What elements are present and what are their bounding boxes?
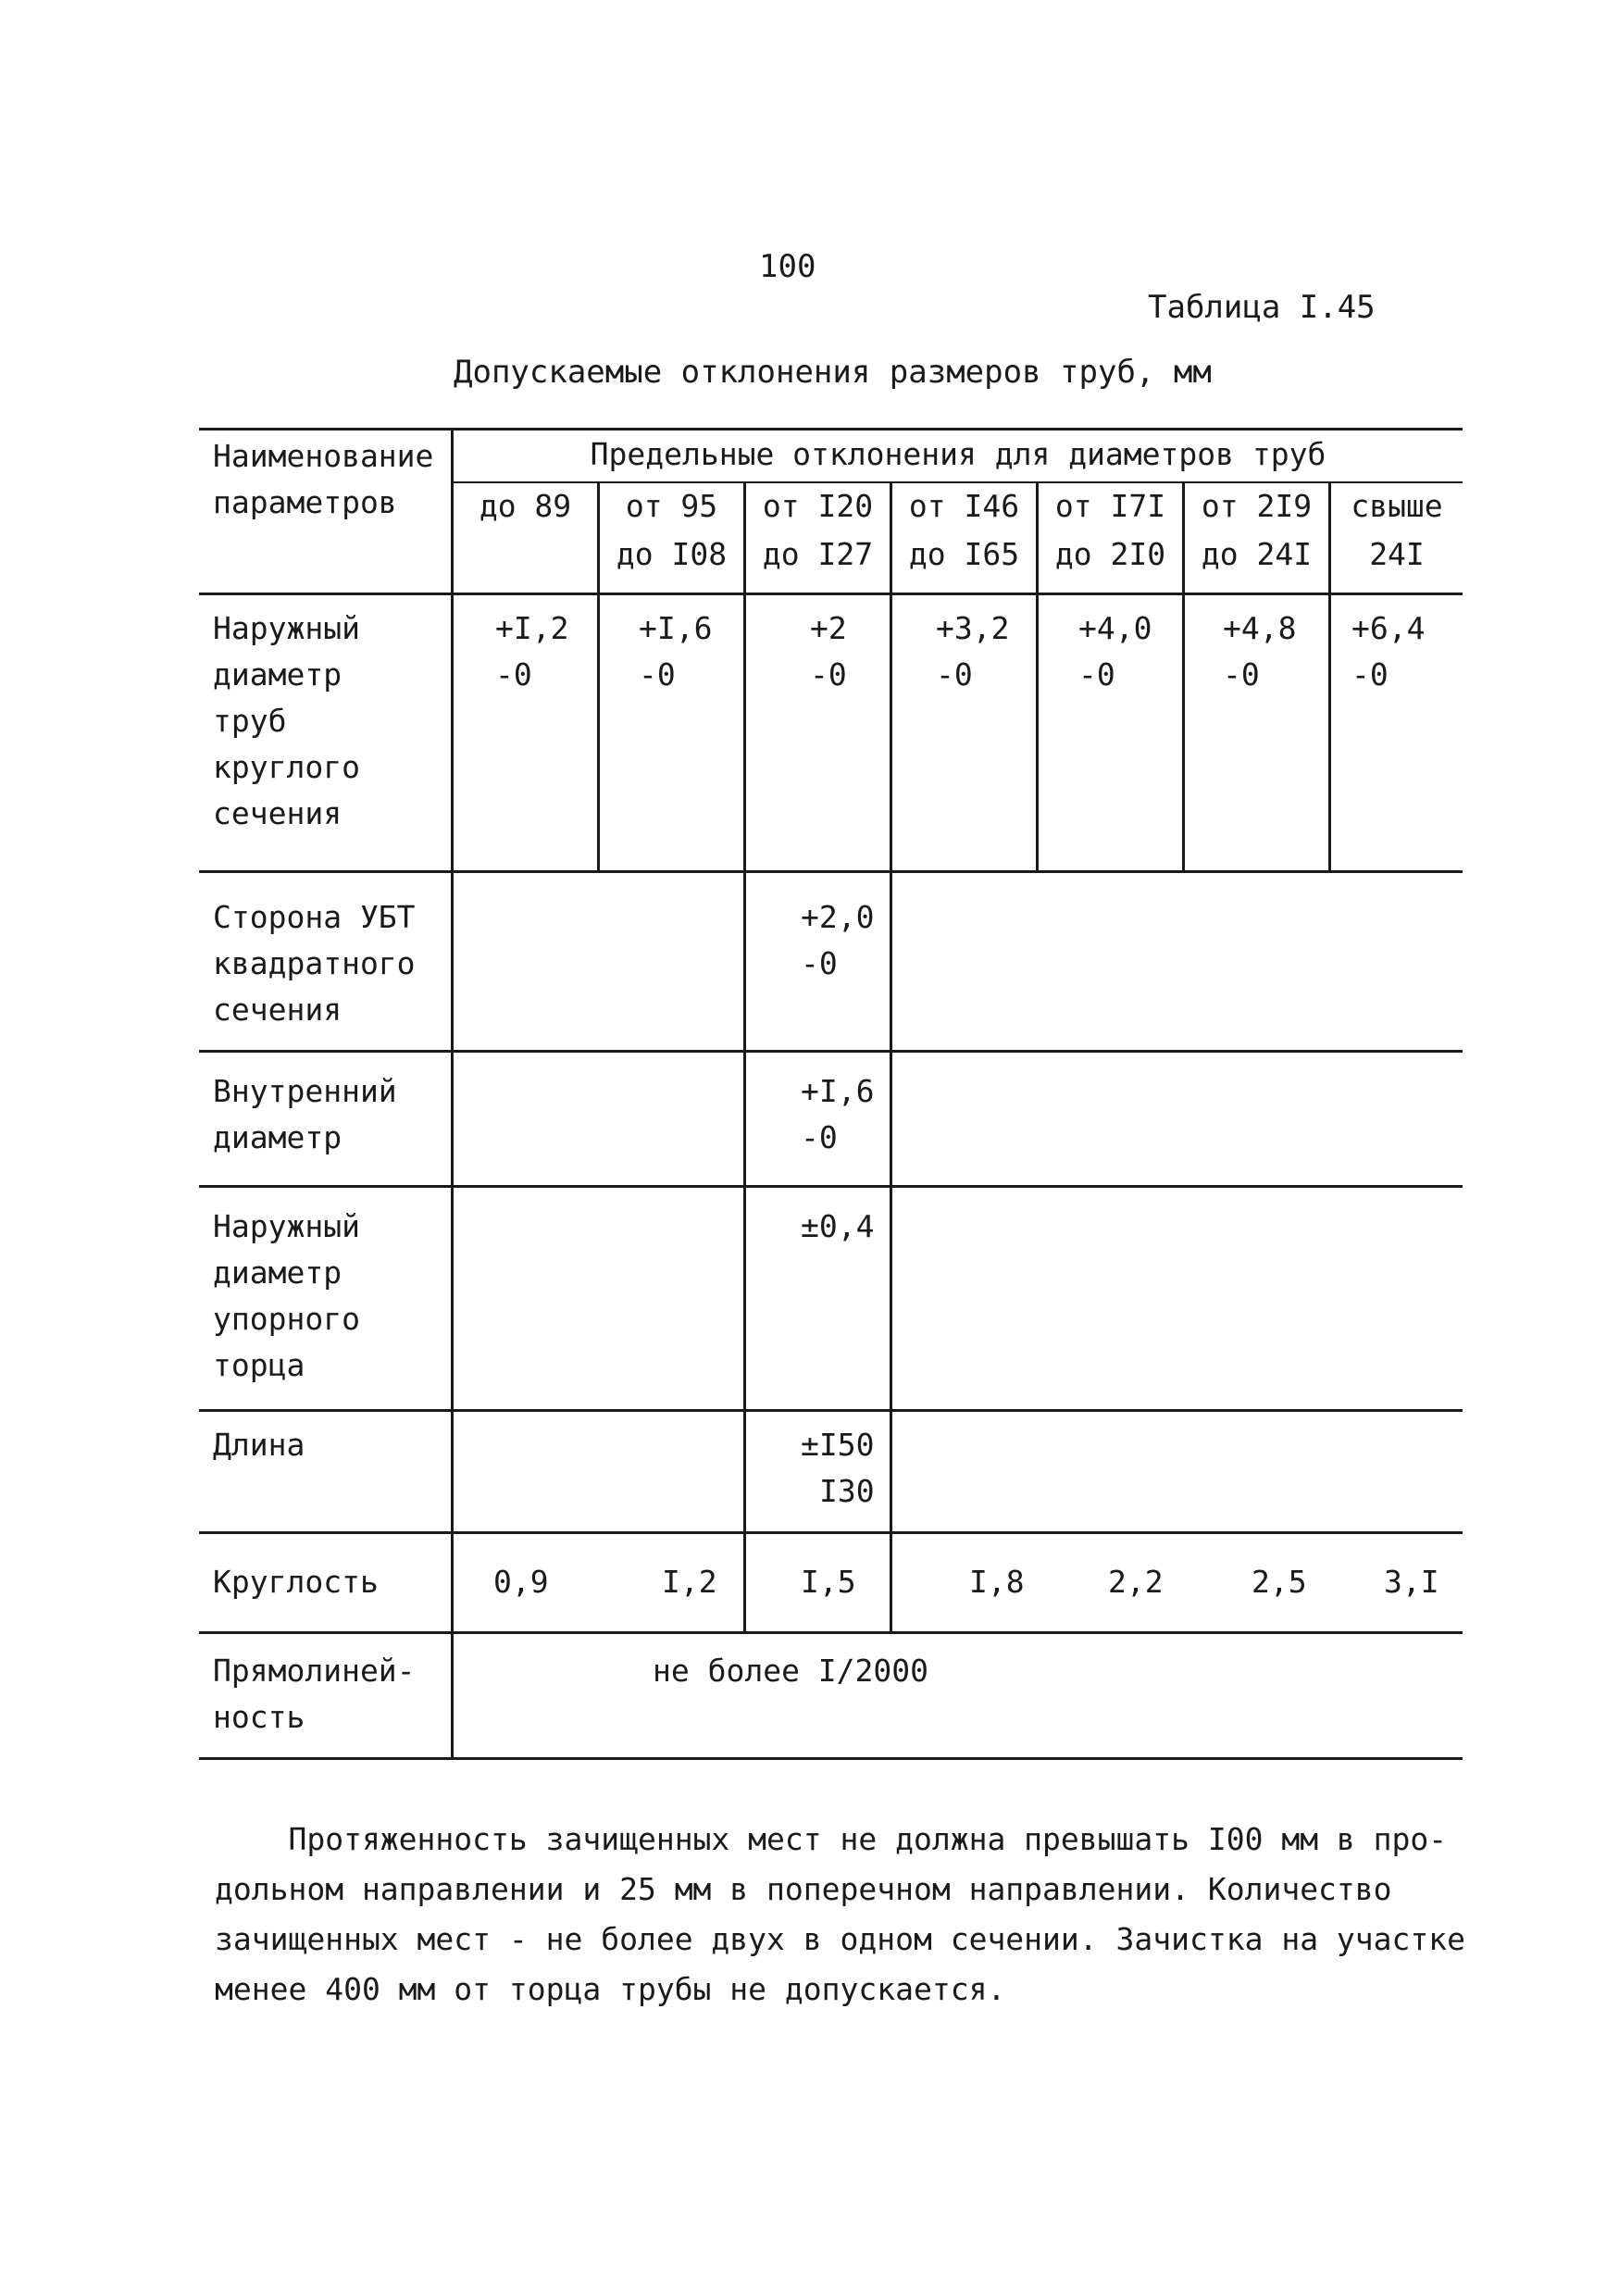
cell-value: +I,2	[495, 610, 569, 646]
column-header: от I7I	[1054, 488, 1166, 524]
cell-value: +I,6	[801, 1073, 875, 1109]
cell-value: -0	[1351, 656, 1389, 693]
table-title: Допускаемые отклонения размеров труб, мм	[454, 354, 1212, 391]
table-bottom-rule	[199, 1757, 1463, 1760]
cell-value: 2,2	[1108, 1564, 1164, 1600]
column-rule	[743, 481, 746, 1631]
row-label: Наружный	[213, 610, 360, 646]
cell-value: -0	[810, 656, 847, 693]
row-rule	[199, 1531, 1463, 1534]
row-label: труб	[213, 703, 287, 739]
row-label: диаметр	[213, 656, 342, 693]
header-bottom-rule	[199, 593, 1463, 595]
column-header: до 24I	[1201, 536, 1313, 572]
row-rule	[199, 870, 1463, 873]
row-rule	[199, 1185, 1463, 1188]
cell-value: 0,9	[493, 1564, 549, 1600]
row-label: диаметр	[213, 1119, 342, 1155]
column-header: до 89	[479, 488, 572, 524]
row-label: квадратного	[213, 945, 416, 981]
row-label: Сторона УБТ	[213, 899, 416, 935]
row-label: сечения	[213, 795, 342, 831]
cell-value: I,2	[662, 1564, 717, 1600]
table-top-rule	[199, 428, 1463, 430]
cell-value: +3,2	[936, 610, 1010, 646]
column-header: до I08	[616, 536, 728, 572]
cell-value: 2,5	[1252, 1564, 1307, 1600]
cell-value: -0	[495, 656, 532, 693]
row-rule	[199, 1409, 1463, 1412]
row-label: Длина	[213, 1427, 305, 1463]
note-line: дольном направлении и 25 мм в поперечном направлении. Количество	[215, 1871, 1392, 1907]
cell-value: не более I/2000	[653, 1653, 929, 1689]
param-header-line1: Наименование	[213, 438, 434, 474]
row-label: Прямолиней-	[213, 1653, 416, 1689]
cell-value: -0	[1223, 656, 1260, 693]
row-rule	[199, 1050, 1463, 1053]
group-header: Предельные отклонения для диаметров труб	[590, 436, 1326, 472]
note-line: менее 400 мм от торца трубы не допускается.	[215, 1971, 1006, 2007]
row-label: упорного	[213, 1301, 360, 1337]
row-label: Круглость	[213, 1564, 379, 1600]
cell-value: +2,0	[801, 899, 875, 935]
row-label: ность	[213, 1699, 305, 1735]
cell-value: -0	[801, 1119, 838, 1155]
cell-value: +4,8	[1223, 610, 1297, 646]
note-paragraph	[215, 1815, 1464, 2015]
row-label: круглого	[213, 749, 360, 785]
cell-value: ±0,4	[801, 1208, 875, 1244]
row-label: торца	[213, 1347, 305, 1383]
column-header: от 2I9	[1201, 488, 1313, 524]
column-header: от I46	[908, 488, 1020, 524]
cell-value: -0	[639, 656, 676, 693]
tolerance-table	[199, 428, 1463, 1766]
page-number: 100	[759, 248, 816, 285]
column-header: свыше	[1351, 488, 1443, 524]
column-header: до 2I0	[1054, 536, 1166, 572]
cell-value: +4,0	[1078, 610, 1152, 646]
cell-value: -0	[801, 945, 838, 981]
cell-value: +2	[810, 610, 847, 646]
cell-value: -0	[1078, 656, 1115, 693]
row-label: Наружный	[213, 1208, 360, 1244]
param-header-line2: параметров	[213, 484, 397, 520]
cell-value: I,8	[969, 1564, 1025, 1600]
column-header: до I27	[762, 536, 874, 572]
note-line: Протяженность зачищенных мест не должна превышать I00 мм в про-	[215, 1821, 1448, 1857]
column-header: от I20	[762, 488, 874, 524]
cell-value: ±I50	[801, 1427, 875, 1463]
cell-value: +6,4	[1351, 610, 1426, 646]
param-column-rule	[451, 428, 454, 1757]
cell-value: I,5	[801, 1564, 856, 1600]
note-line: зачищенных мест - не более двух в одном сечении. Зачистка на участке	[215, 1921, 1466, 1957]
column-rule	[890, 481, 892, 1631]
cell-value: I30	[819, 1473, 875, 1509]
column-header: от 95	[625, 488, 718, 524]
column-header: до I65	[908, 536, 1020, 572]
row-rule	[199, 1631, 1463, 1634]
column-header: 24I	[1369, 536, 1425, 572]
cell-value: -0	[936, 656, 973, 693]
row-label: Внутренний	[213, 1073, 397, 1109]
row-label: сечения	[213, 992, 342, 1028]
table-label: Таблица I.45	[1148, 289, 1376, 326]
cell-value: 3,I	[1384, 1564, 1439, 1600]
row-label: диаметр	[213, 1254, 342, 1291]
cell-value: +I,6	[639, 610, 713, 646]
